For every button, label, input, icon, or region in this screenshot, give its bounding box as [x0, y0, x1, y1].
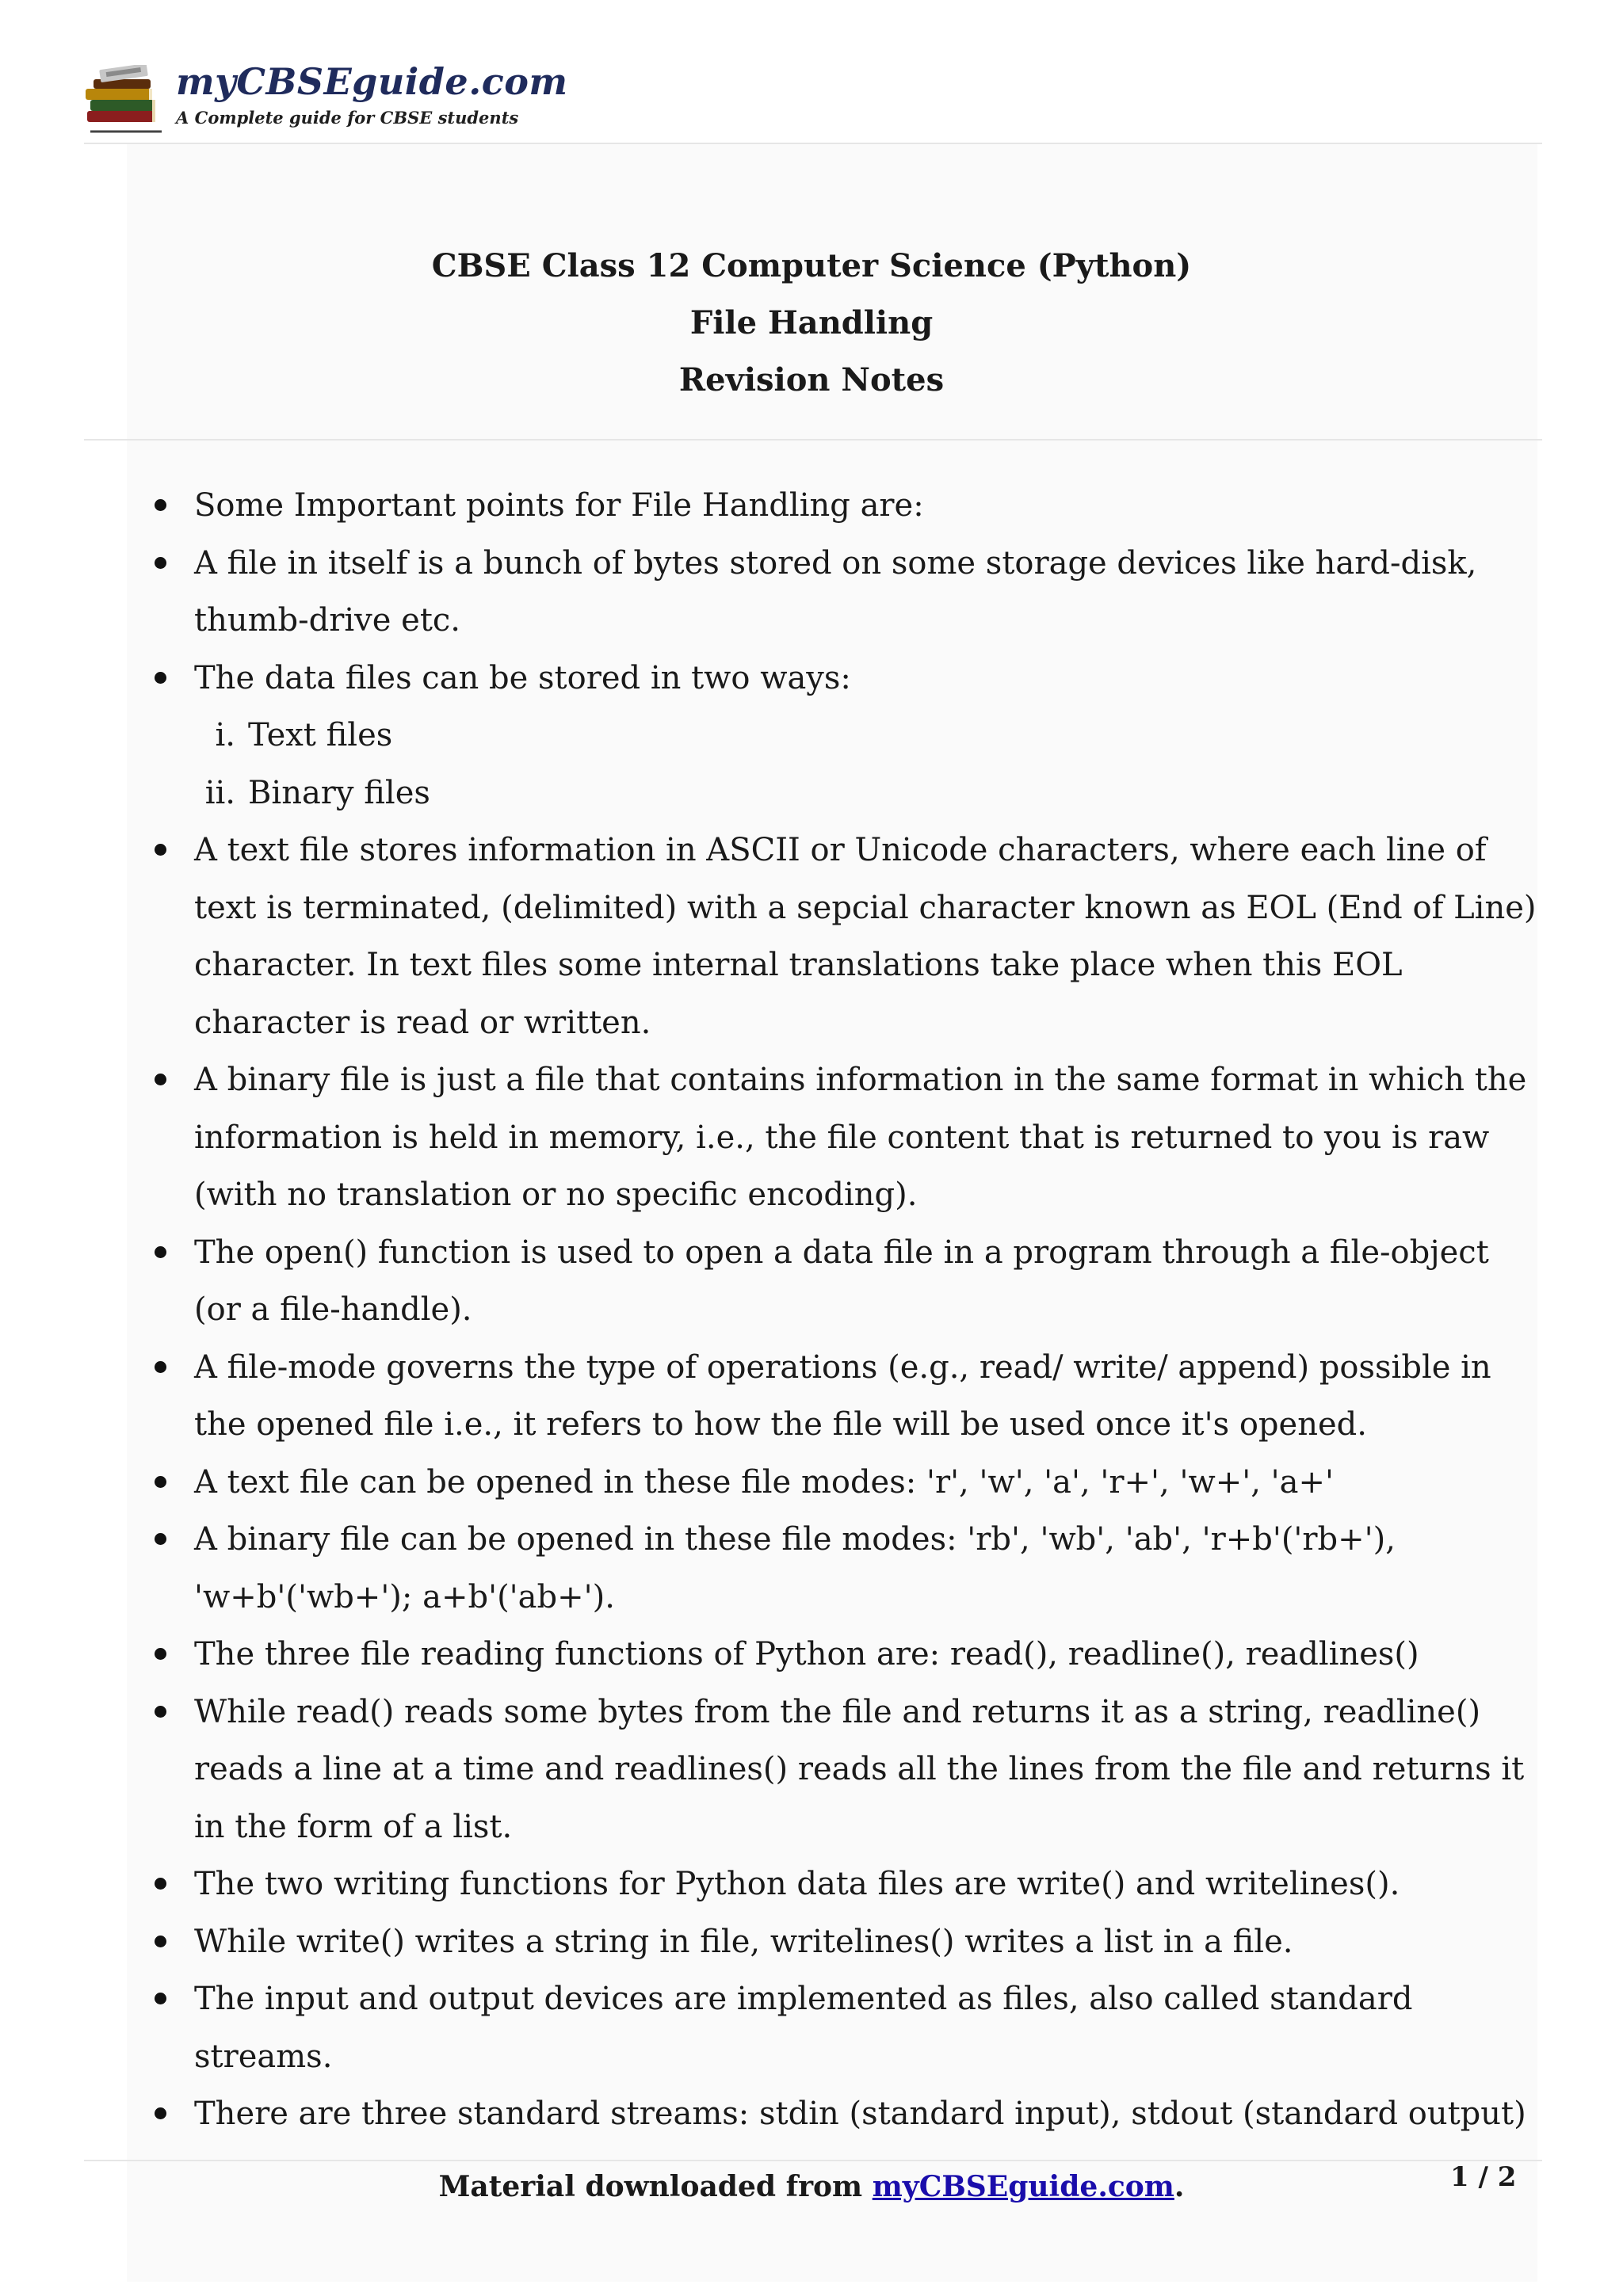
list-item-text: A binary file can be opened in these file modes: 'rb', 'wb', 'ab', 'r+b'('rb+'), 'w+b'('wb+'); a+b'('ab+'). [194, 1521, 1396, 1615]
list-item-text: The data files can be stored in two ways: [194, 659, 851, 696]
bullet-icon [155, 1648, 166, 1660]
bullet-icon [155, 672, 166, 684]
page-number: 1 / 2 [1450, 2161, 1517, 2193]
footer-prefix: Material downloaded from [438, 2170, 873, 2203]
sublist-item [194, 707, 1541, 765]
bullet-icon [155, 499, 166, 511]
list-item-text: A text file can be opened in these file modes: 'r', 'w', 'a', 'r+', 'w+', 'a+' [194, 1463, 1335, 1501]
sublist-text: Text files [248, 717, 393, 753]
list-item-text: The three file reading functions of Python are: read(), readline(), readlines() [194, 1636, 1419, 1672]
list-item [194, 1855, 1541, 1913]
sublist-number: i. [215, 717, 235, 753]
list-item-text: There are three standard streams: stdin (standard input), stdout (standard output) [194, 2096, 1526, 2132]
list-item-text: A binary file is just a file that contains information in the same format in which the information is held in memory, i.e., the file content that is returned to you is raw (with no translation or no specific encoding). [194, 1062, 1527, 1213]
list-item [194, 1913, 1541, 1971]
list-item [194, 1454, 1541, 1512]
list-item-text: Some Important points for File Handling are: [194, 487, 924, 524]
list-item-text: The two writing functions for Python data files are write() and writelines(). [194, 1866, 1400, 1902]
list-item-text: A file-mode governs the type of operations (e.g., read/ write/ append) possible in the opened file i.e., it refers to how the file will be used once it's opened. [194, 1348, 1491, 1443]
bullet-icon [155, 1533, 166, 1545]
sublist-text: Binary files [248, 774, 430, 811]
title-notes: Revision Notes [678, 361, 945, 399]
list-item [194, 1626, 1541, 1684]
list-item [194, 650, 1541, 822]
document-title [0, 238, 1623, 409]
file-types-sublist [194, 707, 1541, 822]
sublist-number: ii. [204, 774, 235, 811]
bullet-icon [155, 1246, 166, 1258]
footer-attribution [0, 2168, 1623, 2206]
bullet-icon [155, 1476, 166, 1488]
list-item [194, 822, 1541, 1051]
list-item [194, 477, 1541, 535]
footer-divider [84, 2160, 1542, 2161]
list-item-text: The input and output devices are implemented as files, also called standard streams. [194, 1981, 1413, 2075]
list-item-text: While write() writes a string in file, writelines() writes a list in a file. [194, 1923, 1293, 1960]
bullet-icon [155, 844, 166, 856]
title-chapter: File Handling [689, 304, 934, 341]
bullet-icon [155, 1878, 166, 1890]
books-icon [82, 65, 170, 138]
bullet-icon [155, 1993, 166, 2004]
list-item [194, 2085, 1541, 2143]
header-divider [84, 143, 1542, 144]
title-course: CBSE Class 12 Computer Science (Python) [431, 247, 1192, 284]
revision-notes-list [194, 477, 1541, 2143]
list-item [194, 1339, 1541, 1454]
sublist-item [194, 765, 1541, 822]
footer-link[interactable]: myCBSEguide.com [872, 2170, 1174, 2203]
bullet-icon [155, 557, 166, 569]
list-item-text: A file in itself is a bunch of bytes stored on some storage devices like hard-disk, thumb-drive etc. [194, 544, 1477, 639]
bullet-icon [155, 1706, 166, 1718]
bullet-icon [155, 1936, 166, 1947]
list-item-text: The open() function is used to open a data file in a program through a file-object (or a file-handle). [194, 1234, 1489, 1328]
bullet-icon [155, 1361, 166, 1373]
list-item [194, 1224, 1541, 1339]
bullet-icon [155, 1074, 166, 1085]
logo-title: myCBSEguide.com [176, 60, 568, 103]
list-item [194, 1970, 1541, 2085]
site-logo[interactable] [82, 55, 568, 143]
list-item [194, 1051, 1541, 1224]
list-item [194, 1684, 1541, 1856]
list-item-text: A text file stores information in ASCII or Unicode characters, where each line of text is terminated, (delimited) with a sepcial character known as EOL (End of Line) character. In text files some internal translations take place when this EOL character is read or written. [194, 832, 1537, 1041]
logo-tagline: A Complete guide for CBSE students [176, 108, 519, 128]
footer-suffix: . [1174, 2170, 1185, 2203]
bullet-icon [155, 2107, 166, 2119]
title-divider [84, 439, 1542, 441]
list-item [194, 1511, 1541, 1626]
list-item-text: While read() reads some bytes from the file and returns it as a string, readline() reads a line at a time and readlines() reads all the lines from the file and returns it in the form of a list. [194, 1693, 1525, 1845]
list-item [194, 535, 1541, 650]
